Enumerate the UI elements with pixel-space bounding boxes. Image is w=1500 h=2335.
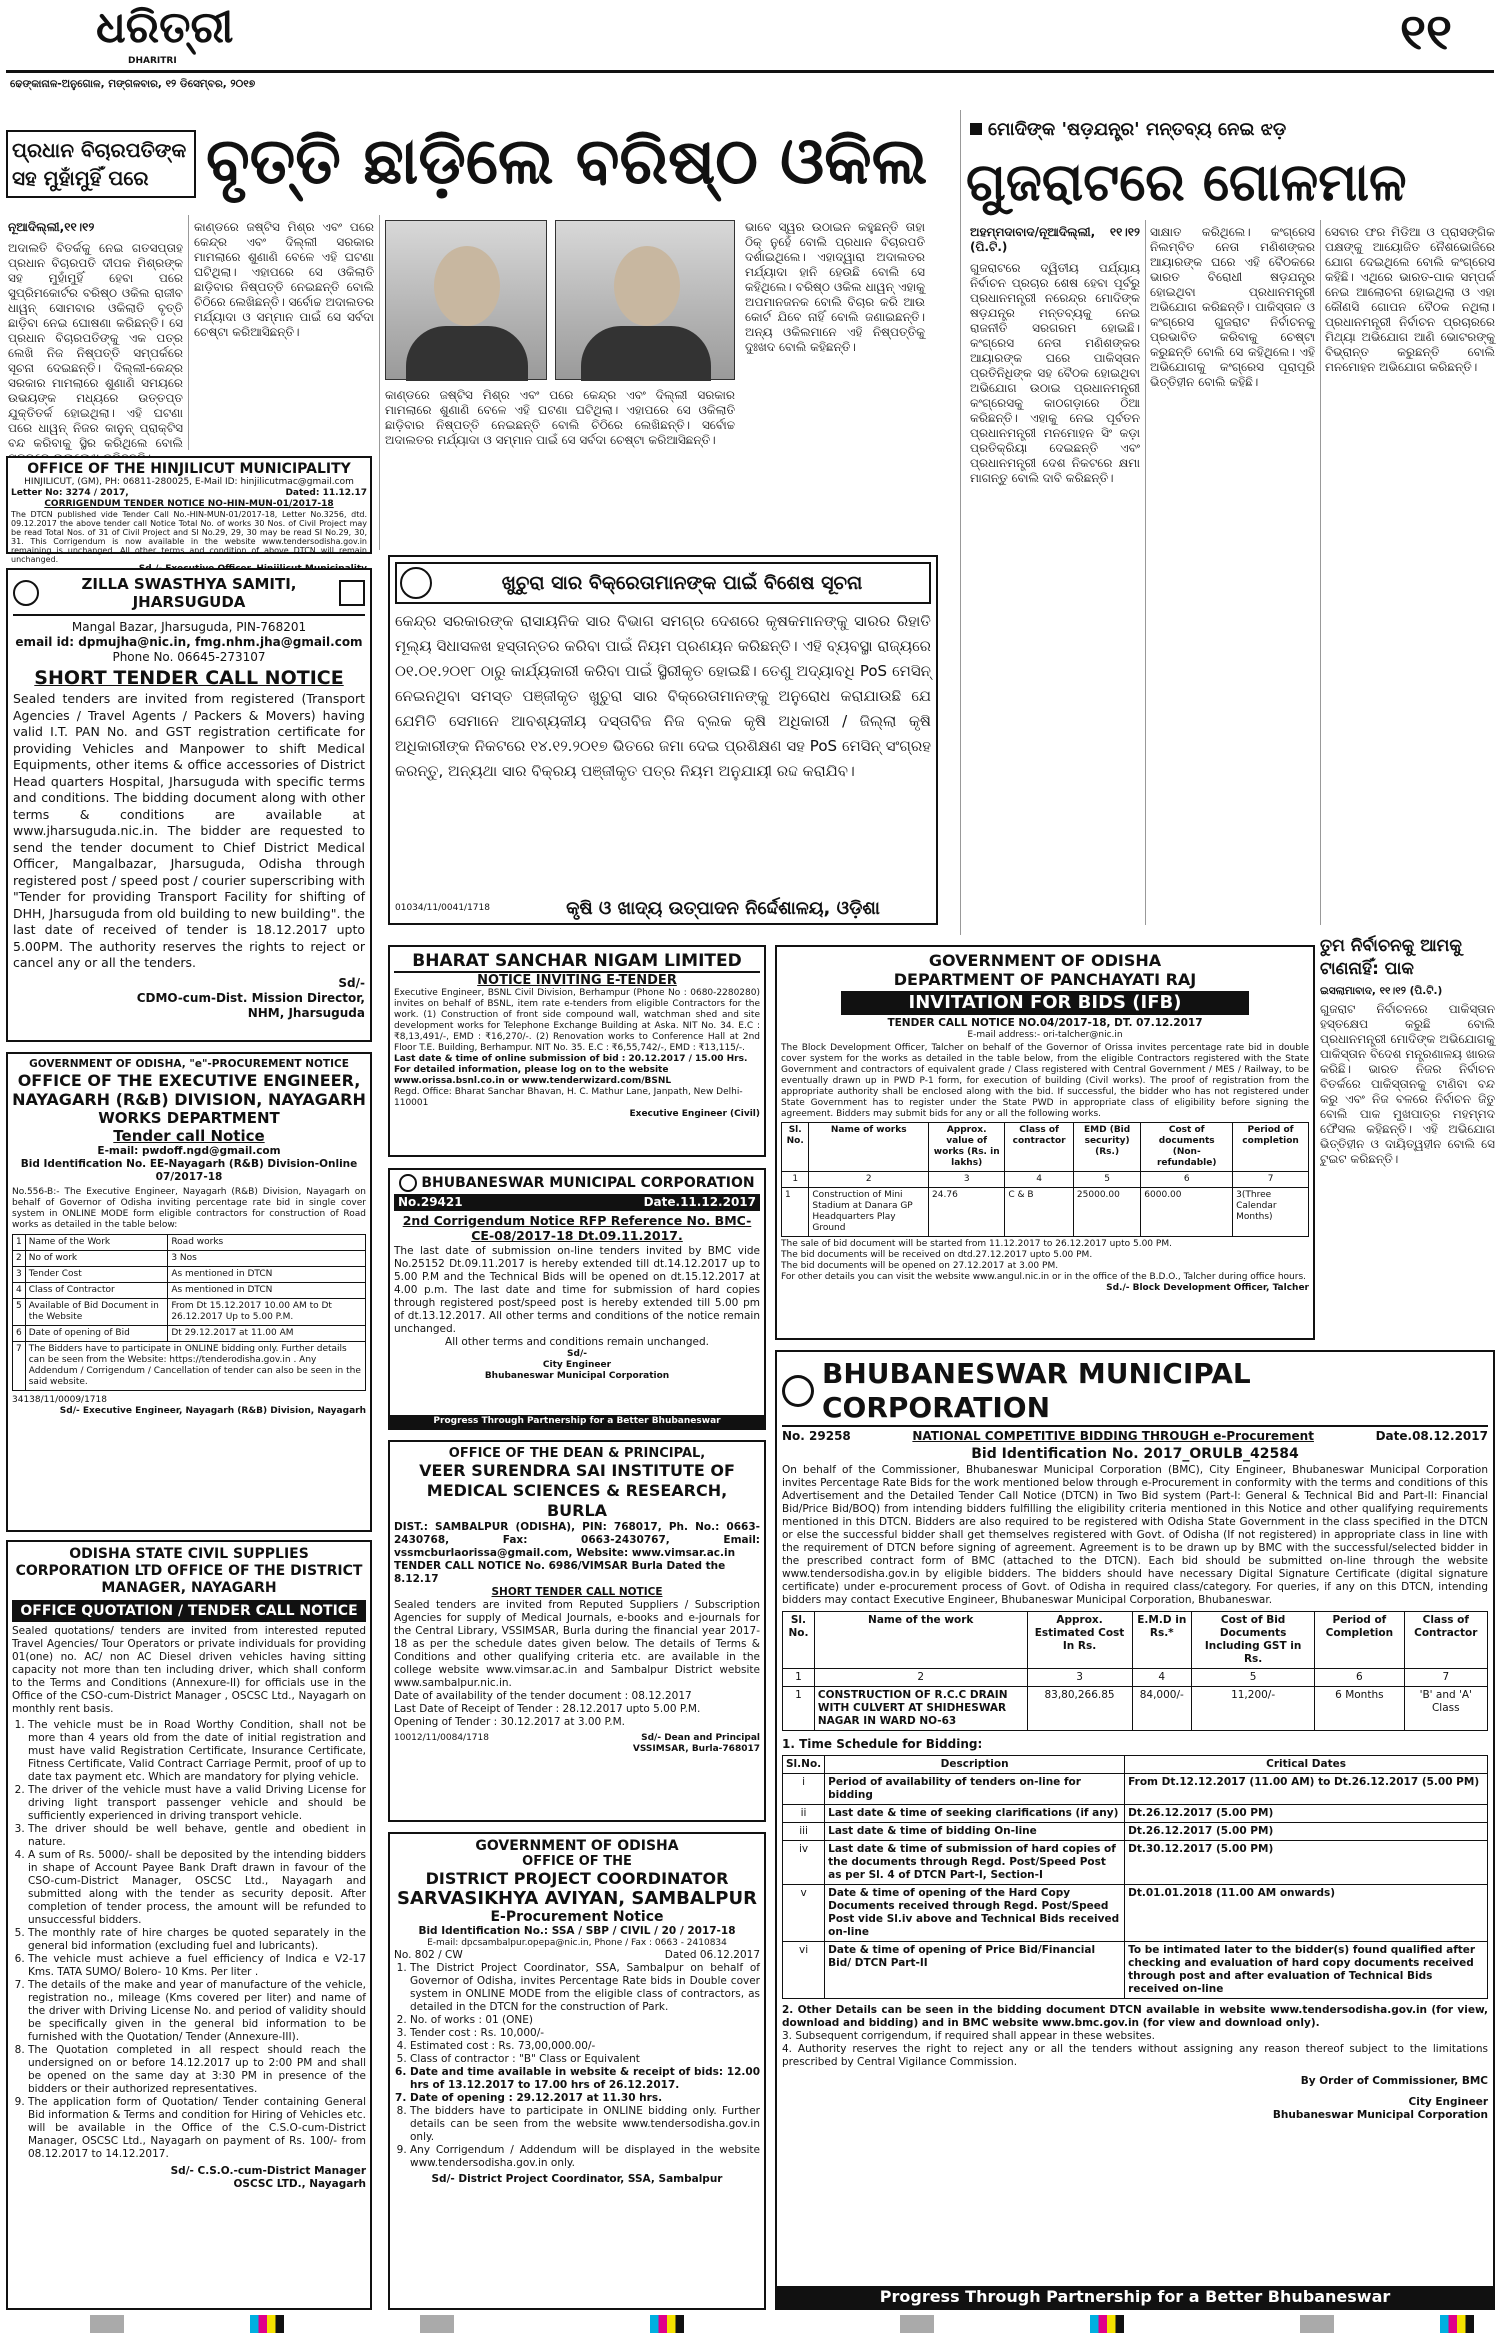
table-cell: Date & time of opening of the Hard Copy Documents received through Regd. Post/Speed Post vide Sl.iv above and Technical Bids received on-line: [825, 1885, 1125, 1942]
nayagarh-rb-notice: GOVERNMENT OF ODISHA, "e"-PROCUREMENT NOTICE OFFICE OF THE EXECUTIVE ENGINEER, NAYAGARH (R&B) DIVISION, NAYAGARH WORKS DEPARTMENT Tender call Notice E-mail: pwdoff.ngd@gmail.com Bid Identification No. EE-Nayagarh (R&B) Division-Online 07/2017-18 No.556-B:- The Executive Engineer, Nayagarh (R&B) Division, Nayagarh on behalf of Governor of Odisha inviting percentage rate bid in single cover system in ONLINE MODE form eligible contractors for construction of Road works as detailed in the table below: 1 Name of the Work Road works 2 No of work 3 Nos 3 Tender Cost As mentioned in DTCN 4 Class of Contractor As mentioned in DTCN 5 Available of Bid Document in the Website From Dt 15.12.2017 10.00 AM to Dt 26.12.2017 Up to 5.00 P.M. 6 Date of opening of Bid Dt 29.12.2017 at 11.00 AM 7 The Bidders have to participate in ONLINE bidding only. Further details can be seen from the Website: https://tenderodisha.gov.in . Any Addendum / Corrigendum / Cancellation of tender can also be seen in the said website. 34138/11/0009/1718 Sd/- Executive Engineer, Nayagarh (R&B) Division, Nayagarh: [6, 1052, 372, 1532]
table-row: [13, 1235, 366, 1251]
table-cell: Road works: [168, 1235, 366, 1251]
nhm-logo-icon: [339, 580, 365, 606]
table-cell: vi: [783, 1942, 825, 1999]
bmc-logo-icon: [399, 1174, 417, 1192]
registration-mark: [1440, 2315, 1474, 2333]
lead-headline: ବୃତ୍ତି ଛାଡ଼ିଲେ ବରିଷ୍ଠ ଓକିଲ: [206, 125, 928, 199]
table-cell: 1: [782, 1188, 809, 1237]
table-cell: 1: [783, 1669, 815, 1687]
table-cell: Dt.26.12.2017 (5.00 PM): [1125, 1805, 1488, 1823]
table-cell: Name of the Work: [25, 1235, 168, 1251]
bmc-ncb-notice: BHUBANESWAR MUNICIPAL CORPORATION No. 29258 NATIONAL COMPETITIVE BIDDING THROUGH e-Procurement Date.08.12.2017 Bid Identification No. 2017_ORULB_42584 On behalf of the Commissioner, Bhubaneswar Municipal Corporation (BMC), City Engineer, Bhubaneswar Municipal Corporation invites Percentage Rate Bids for the work mentioned below through e-Procurement in conformity with the terms and conditions of this Advertisement and the Detailed Tender Call Notice (DTCN) in Two Bid system (Part-I: General & Technical Bid and Part-II: Financial Bid/Price Bid/BOQ) from intending bidders fulfilling the eligibility criteria mentioned in this Notice and other qualifying requirements mentioned in this DTCN. Bidders are also required to be registered with Odisha State Government in the class specified in the DTCN or else the successful bidder shall get themselves registered with Govt. of Odisha (If not registered) in appropriate class in line with the requirement of DTCN before signing of agreement. Agreement is to be drawn up by BMC with the successful/selected bidder in the prescribed contract form of BMC (attached to the DTCN). Each bid should be submitted on-line through the website www.tendersodisha.gov.in by eligible bidders. The bidders should have necessary Digital Signature Certificate (digital signature certificate) under e-procurement process of Govt. of Odisha in required class/category. For queries, if any on this DTCN, intending bidders may contact Executive Engineer, Bhubaneswar Municipal Corporation, Bhubaneswar. Sl. No. Name of the work Approx. Estimated Cost In Rs. E.M.D in Rs.* Cost of Bid Documents Including GST in Rs. Period of Completion Class of Contractor 1 2 3 4 5 6 7 1 CONSTRUCTION OF R.C.C DRAIN WITH CULVERT AT SHIDHESWAR NAGAR IN WARD NO-63 83,80,266.85 84,000/- 11,200/- 6 Months 'B' and 'A' Class 1. Time Schedule for Bidding: Sl.No. Description Critical Dates i Period of availability of tenders on-line for bidding From Dt.12.12.2017 (11.00 AM) to Dt.26.12.2017 (5.00 PM) ii Last date & time of seeking clarifications (if any) Dt.26.12.2017 (5.00 PM) iii Last date & time of bidding On-line Dt.26.12.2017 (5.00 PM) iv Last date & time of submission of hard copies of the documents through Regd. Post/Speed Post as per Sl. 4 of DTCN Part-I, Section-I Dt.30.12.2017 (5.00 PM) v Date & time of opening of the Hard Copy Documents received through Regd. Post/Speed Post vide Sl.iv above and Technical Bids received on-line Dt.01.01.2018 (11.00 AM onwards) vi Date & time of opening of Price Bid/Financial Bid/ DTCN Part-II To be intimated later to the bidder(s) found qualified after checking and evaluation of hard copy documents received through post and after evaluation of Technical Bids received on-line 2. Other Details can be seen in the bidding document DTCN available in website www.tendersodisha.gov.in (for view, download and bidding) and in BMC website www.bmc.gov.in (for view and download only). 3. Subsequent corrigendum, if required shall appear in these websites. 4. Authority reserves the right to reject any or all the tenders without assigning any reason thereof subject to the limitations prescribed by Central Vigilance Commission. By Order of Commissioner, BMC City Engineer Bhubaneswar Municipal Corporation Progress Through Partnership for a Better Bhubaneswar: [775, 1350, 1495, 2310]
table-header: Period of Completion: [1315, 1612, 1404, 1669]
table-cell: From Dt.12.12.2017 (11.00 AM) to Dt.26.12.2017 (5.00 PM): [1125, 1774, 1488, 1805]
table-header: Approx. Estimated Cost In Rs.: [1027, 1612, 1132, 1669]
table-cell: Last date & time of bidding On-line: [825, 1823, 1125, 1841]
table-row: [13, 1299, 366, 1326]
table-cell: 6: [13, 1326, 26, 1342]
registration-mark: [1300, 2315, 1334, 2333]
table-cell: 1: [13, 1235, 26, 1251]
list-item: 9. The application form of Quotation/ Tender containing General Bid information & Terms and condition for Hiring of Vehicles etc. will be available in the Office of the C.S.O-cum-District Manager, OSCSC Ltd., Nayagarh on payment of Rs. 100/- from 08.12.2017 to 14.12.2017.: [28, 2096, 366, 2161]
page-number: ୧୧: [1400, 3, 1453, 61]
registration-strip: [0, 2313, 1500, 2335]
table-header: Cost of documents (Non-refundable): [1141, 1123, 1233, 1172]
table-cell: As mentioned in DTCN: [168, 1267, 366, 1283]
table-cell: Date of opening of Bid: [25, 1326, 168, 1342]
column-rule: [1145, 220, 1146, 925]
ssa-list: 1. The District Project Coordinator, SSA, Sambalpur on behalf of Governor of Odisha, invites Percentage Rate bids in Double cover system in ONLINE MODE from the eligible class of contractors, as detailed in the DTCN for the construction of Park. 2. No. of works : 01 (ONE) 3. Tender cost : Rs. 10,000/- 4. Estimated cost : Rs. 73,00,000.00/- 5. Class of contractor : "B" Class or Equivalent 6. Date and time available in website & receipt of bids: 12.00 hrs of 13.12.2017 to 17.00 hrs of 26.12.2017. 7. Date of opening : 29.12.2017 at 11.30 hrs. 8. The bidders have to participate in ONLINE bidding only. Further details can be seen from the website www.tendersodisha.gov.in only. 9. Any Corrigendum / Addendum will be displayed in the website www.tendersodisha.gov.in only.: [394, 1962, 760, 2170]
table-cell: 5: [13, 1299, 26, 1326]
table-cell: Class of Contractor: [25, 1283, 168, 1299]
side-col-1: ଅହମ୍ମଦାବାଦ/ନୂଆଦିଲ୍ଲୀ, ୧୧।୧୨ (ପି.ଟି.) ଗୁଜରାଟରେ ଦ୍ୱିତୀୟ ପର୍ଯ୍ୟାୟ ନିର୍ବାଚନ ପ୍ରଚାର ଶେଷ ହେବା ପୂର୍ବରୁ ପ୍ରଧାନମନ୍ତ୍ରୀ ନରେନ୍ଦ୍ର ମୋଦିଙ୍କ ଷଡ଼ଯନ୍ତ୍ର ମନ୍ତବ୍ୟକୁ ନେଇ ରାଜନୀତି ସରଗରମ ହୋଇଛି। କଂଗ୍ରେସ ନେତା ମଣିଶଙ୍କର ଆୟାରଙ୍କ ଘରେ ପାକିସ୍ତାନ ପ୍ରତିନିଧିଙ୍କ ସହ ବୈଠକ ହୋଇଥିବା ଅଭିଯୋଗ ଉଠାଇ ପ୍ରଧାନମନ୍ତ୍ରୀ କଂଗ୍ରେସକୁ କାଠଗଡ଼ାରେ ଠିଆ କରିଛନ୍ତି। ଏହାକୁ ନେଇ ପୂର୍ବତନ ପ୍ରଧାନମନ୍ତ୍ରୀ ମନମୋହନ ସିଂ କଡ଼ା ପ୍ରତିକ୍ରିୟା ଦେଇଛନ୍ତି ଏବଂ ପ୍ରଧାନମନ୍ତ୍ରୀ ଦେଶ ନିକଟରେ କ୍ଷମା ମାଗନ୍ତୁ ବୋଲି ଦାବି କରିଛନ୍ତି।: [970, 225, 1140, 485]
table-cell: 2: [814, 1669, 1027, 1687]
table-header: Sl. No.: [782, 1123, 809, 1172]
list-item: 1. The vehicle must be in Road Worthy Condition, shall not be more than 4 years old from the date of initial registration and must have valid Registration Certificate, Insurance Certificate, Fitness Certificate, Valid Contract Carriage Permit, proof of up to date tax payment etc. Which are mandatory for plying vehicle.: [28, 1719, 366, 1784]
table-row: [783, 1841, 1488, 1885]
kicker-square-icon: [970, 123, 982, 135]
table-cell: From Dt 15.12.2017 10.00 AM to Dt 26.12.2017 Up to 5.00 P.M.: [168, 1299, 366, 1326]
table-cell: 2: [13, 1251, 26, 1267]
table-cell: 1: [782, 1172, 809, 1188]
bmc-work-table: [782, 1611, 1488, 1731]
table-cell: iv: [783, 1841, 825, 1885]
table-row: [783, 1823, 1488, 1841]
registration-mark: [650, 2315, 684, 2333]
table-row: [13, 1326, 366, 1342]
table-cell: ii: [783, 1805, 825, 1823]
list-item: 5. The monthly rate of hire charges be quoted separately in the general bid information (excluding fuel and lubricants).: [28, 1927, 366, 1953]
table-row: [783, 1774, 1488, 1805]
table-row: [13, 1342, 366, 1391]
table-cell: 3: [1027, 1669, 1132, 1687]
table-cell: Period of availability of tenders on-line for bidding: [825, 1774, 1125, 1805]
bsnl-notice: BHARAT SANCHAR NIGAM LIMITED NOTICE INVITING E-TENDER Executive Engineer, BSNL Civil Division, Berhampur (Phone No : 0680-2280280) invites on behalf of BSNL, item rate e-tenders from eligible Contractors for the work. (1) Construction of front side compound wall, watchman shed and site development works for Telephone Exchange Building at Aska. NIT No. 34. E.C : ₹8,13,491/-, EMD : ₹16,270/-. (2) Renovation works to Conference Hall at 2nd Floor T.E. Building, Berhampur. NIT No. 35. E.C : ₹6,55,742/-, EMD : ₹13,115/-. Last date & time of online submission of bid : 20.12.2017 / 15.00 Hrs. For detailed information, please log on to the website www.orissa.bsnl.co.in or www.tenderwizard.com/BSNL Regd. Office: Bharat Sanchar Bhavan, H. C. Mathur Lane, Janpath, New Delhi-110001 Executive Engineer (Civil): [388, 945, 766, 1157]
table-cell: iii: [783, 1823, 825, 1841]
dateline: ଢେଙ୍କାନାଳ-ଅନୁଗୋଳ, ମଙ୍ଗଳବାର, ୧୨ ଡିସେମ୍ବର, ୨୦୧୭: [10, 78, 256, 90]
table-header: E.M.D in Rs.*: [1132, 1612, 1192, 1669]
table-header: Class of Contractor: [1404, 1612, 1487, 1669]
list-item: 3. The driver should be well behave, gentle and obedient in nature.: [28, 1823, 366, 1849]
side-headline: ଗୁଜରାଟରେ ଗୋଳମାଳ: [966, 153, 1407, 213]
registration-mark: [1090, 2315, 1124, 2333]
table-cell: As mentioned in DTCN: [168, 1283, 366, 1299]
lead-col-2: କାଣ୍ଡରେ ଜଷ୍ଟିସ ମିଶ୍ର ଏବଂ ପରେ କେନ୍ଦ୍ର ଏବଂ ଦିଲ୍ଲୀ ସରକାର ମାମଲାରେ ଶୁଣାଣି ବେଳେ ଏହି ଘଟଣା ଘଟିଥିଲା। ଏହାପରେ ସେ ଓକିଲାତି ଛାଡ଼ିବାର ନିଷ୍ପତ୍ତି ନେଇଛନ୍ତି ବୋଲି ଚିଠିରେ ଲେଖିଛନ୍ତି। ସର୍ବୋଚ୍ଚ ଅଦାଲତର ମର୍ଯ୍ୟାଦା ଓ ସମ୍ମାନ ପାଇଁ ସେ ସର୍ବଦା ଚେଷ୍ଟା କରିଆସିଛନ୍ତି।: [194, 220, 374, 339]
table-header: EMD (Bid security) (Rs.): [1073, 1123, 1140, 1172]
table-cell: 4: [1005, 1172, 1074, 1188]
photo-lawyer: [385, 220, 547, 380]
civil-supplies-notice: ODISHA STATE CIVIL SUPPLIES CORPORATION LTD OFFICE OF THE DISTRICT MANAGER, NAYAGARH OFFICE QUOTATION / TENDER CALL NOTICE Sealed quotations/ tenders are invited from interested reputed Travel Agencies/ Tour Operators or private individuals for providing 01(one) no. AC/ non AC Diesel driven vehicles having sitting capacity not more than ten including driver, which shall conform to the Terms and Conditions (Annexure-II) for officials use in the Office of the CSO-cum-District Manager , OSCSC Ltd., Nayagarh on monthly rent basis. 1. The vehicle must be in Road Worthy Condition, shall not be more than 4 years old from the date of initial registration and must have valid Registration Certificate, Insurance Certificate, Fitness Certificate, Valid Contract Carriage Permit, proof of up to date tax payment etc. Which are mandatory for plying vehicle. 2. The driver of the vehicle must have a valid Driving License for driving light transport passenger vehicle and should be sufficiently experienced in driving transport vehicle. 3. The driver should be well behave, gentle and obedient in nature. 4. A sum of Rs. 5000/- shall be deposited by the intending bidders in shape of Account Payee Bank Draft drawn in favour of the CSO-cum-District Manager, OSCSC Ltd., Nayagarh and submitted along with the tender as security deposit. After completion of tender process, the amount will be refunded to unsuccessful bidders. 5. The monthly rate of hire charges be quoted separately in the general bid information (excluding fuel and lubricants). 6. The vehicle must achieve a fuel efficiency of Indica e V2-17 Kms. TATA SUMO/ Bolero- 10 Kms. Per liter . 7. The details of the make and year of manufacture of the vehicle, registration no., mileage (Kms covered per liter) and name of the driver with Driving License No. and period of validity should be specifically given in the general bid information to be furnished with the Quotation/ Tender (Annexure-III). 8. The Quotation completed in all respect should reach the undersigned on or before 14.12.2017 up to 2:00 PM and shall be opened on the same day at 3:30 PM in presence of the bidders or their authorized representatives. 9. The application form of Quotation/ Tender containing General Bid information & Terms and condition for Hiring of Vehicles etc. will be available in the Office of the C.S.O-cum-District Manager, OSCSC Ltd., Nayagarh on payment of Rs. 100/- from 08.12.2017 to 14.12.2017. Sd/- C.S.O.-cum-District Manager OSCSC LTD., Nayagarh: [6, 1540, 372, 2310]
table-row: [13, 1267, 366, 1283]
side-col-2: ସାକ୍ଷାତ କରିଥିଲେ। କଂଗ୍ରେସ ନିଲମ୍ବିତ ନେତା ମଣିଶଙ୍କର ଆୟାରଙ୍କ ଘରେ ଏହି ବୈଠକରେ ଭାରତ ବିରୋଧୀ ଷଡ଼ଯନ୍ତ୍ର ହୋଇଥିବା ପ୍ରଧାନମନ୍ତ୍ରୀ ଅଭିଯୋଗ କରିଛନ୍ତି। ପାକିସ୍ତାନ ଓ କଂଗ୍ରେସ ଗୁଜରାଟ ନିର୍ବାଚନକୁ ପ୍ରଭାବିତ କରିବାକୁ ଚେଷ୍ଟା କରୁଛନ୍ତି ବୋଲି ସେ କହିଥିଲେ। ଏହି ଅଭିଯୋଗକୁ କଂଗ୍ରେସ ପୂରାପୂରି ଭିତ୍ତିହୀନ ବୋଲି କହିଛି।: [1150, 225, 1315, 389]
nayagarh-rb-table: [12, 1234, 366, 1391]
lead-kicker: ପ୍ରଧାନ ବିଚାରପତିଙ୍କ ସହ ମୁହାଁମୁହିଁ ପରେ: [6, 130, 196, 198]
registration-mark: [420, 2315, 454, 2333]
table-header: Name of the work: [814, 1612, 1027, 1669]
masthead: [0, 0, 1500, 100]
table-cell: 3: [13, 1267, 26, 1283]
table-cell: Tender Cost: [25, 1267, 168, 1283]
table-cell: 25000.00: [1073, 1188, 1140, 1237]
table-cell: 7: [1233, 1172, 1309, 1188]
table-cell: 6 Months: [1315, 1687, 1404, 1731]
column-rule: [188, 215, 189, 450]
panchayati-notice: GOVERNMENT OF ODISHA DEPARTMENT OF PANCHAYATI RAJ INVITATION FOR BIDS (IFB) TENDER CALL NOTICE NO.04/2017-18, DT. 07.12.2017 E-mail address:- ori-talcher@nic.in The Block Development Officer, Talcher on behalf of the Governor of Orissa invites percentage rate bid in double cover system for the works as detailed in the table below, from the eligible Contractors registered with the State Government and contractors of equivalent grade / Class registered with Central Government / MES / Railway, to be eventually drawn up in PWD P-1 form, for execution of building (Civil works). The proof of registration from the appropriate authority shall be enclosed along with the bid. If successful, the bidder who has not registered under State Government has to register under the State PWD in appropriate class of eligibility before signing the agreement. Bidders may submit bids for any or all the following works. Sl. No. Name of works Approx. value of works (Rs. in lakhs) Class of contractor EMD (Bid security) (Rs.) Cost of documents (Non-refundable) Period of completion 1 2 3 4 5 6 7 1 Construction of Mini Stadium at Danara GP Headquarters Play Ground 24.76 C & B 25000.00 6000.00 3(Three Calendar Months) The sale of bid document will be started from 11.12.2017 to 26.12.2017 upto 5.00 PM. The bid documents will be received on dtd.27.12.2017 upto 5.00 PM. The bid documents will be opened on 27.12.2017 at 3.00 PM. For other details you can visit the website www.angul.nic.in or in the office of the B.D.O., Talcher during office hours. Sd./- Block Development Officer, Talcher: [775, 945, 1315, 1340]
pak-story: ତୁମ ନିର୍ବାଚନକୁ ଆମକୁ ଟାଣନାହିଁ: ପାକ ଇସଲାମାବାଦ, ୧୧।୧୨ (ପି.ଟି.) ଗୁଜରାଟ ନିର୍ବାଚନରେ ପାକିସ୍ତାନ ହସ୍ତକ୍ଷେପ କରୁଛି ବୋଲି ପ୍ରଧାନମନ୍ତ୍ରୀ ମୋଦିଙ୍କ ଅଭିଯୋଗକୁ ପାକିସ୍ତାନ ବିଦେଶ ମନ୍ତ୍ରଣାଳୟ ଖାରଜ କରିଛି। ଭାରତ ନିଜର ନିର୍ବାଚନ ବିତର୍କରେ ପାକିସ୍ତାନକୁ ଟାଣିବା ବନ୍ଦ କରୁ ଏବଂ ନିଜ ବଳରେ ନିର୍ବାଚନ ଜିତୁ ବୋଲି ପାକ ମୁଖପାତ୍ର ମହମ୍ମଦ ଫୈସଲ କହିଛନ୍ତି। ଏହି ଅଭିଯୋଗ ଭିତ୍ତିହୀନ ଓ ଦାୟିତ୍ୱହୀନ ବୋଲି ସେ ଟୁଇଟ କରିଛନ୍ତି।: [1320, 936, 1495, 1166]
table-cell: 2: [809, 1172, 929, 1188]
panchayati-table: [781, 1122, 1309, 1237]
table-cell: 24.76: [929, 1188, 1005, 1237]
table-cell: 6000.00: [1141, 1188, 1233, 1237]
bmc-schedule-table: [782, 1755, 1488, 1999]
table-row: [783, 1885, 1488, 1942]
lead-col-3: କାଣ୍ଡରେ ଜଷ୍ଟିସ ମିଶ୍ର ଏବଂ ପରେ କେନ୍ଦ୍ର ଏବଂ ଦିଲ୍ଲୀ ସରକାର ମାମଲାରେ ଶୁଣାଣି ବେଳେ ଏହି ଘଟଣା ଘଟିଥିଲା। ଏହାପରେ ସେ ଓକିଲାତି ଛାଡ଼ିବାର ନିଷ୍ପତ୍ତି ନେଇଛନ୍ତି ବୋଲି ଚିଠିରେ ଲେଖିଛନ୍ତି। ସର୍ବୋଚ୍ଚ ଅଦାଲତର ମର୍ଯ୍ୟାଦା ଓ ସମ୍ମାନ ପାଇଁ ସେ ସର୍ବଦା ଚେଷ୍ଟା କରିଆସିଛନ୍ତି।: [385, 388, 735, 447]
table-cell: 'B' and 'A' Class: [1404, 1687, 1487, 1731]
table-cell: 5: [1192, 1669, 1315, 1687]
table-cell: Dt.01.01.2018 (11.00 AM onwards): [1125, 1885, 1488, 1942]
table-cell: 1: [783, 1687, 815, 1731]
masthead-rule: [6, 70, 1494, 73]
table-cell: 6: [1141, 1172, 1233, 1188]
table-header: Description: [825, 1756, 1125, 1774]
side-kicker: ମୋଦିଙ୍କ 'ଷଡ଼ଯନ୍ତ୍ର' ମନ୍ତବ୍ୟ ନେଇ ଝଡ଼: [970, 118, 1490, 142]
registration-mark: [250, 2315, 284, 2333]
table-cell: C & B: [1005, 1188, 1074, 1237]
table-row: [13, 1251, 366, 1267]
list-item: 2. The driver of the vehicle must have a valid Driving License for driving light transport passenger vehicle and should be sufficiently experienced in driving transport vehicle.: [28, 1784, 366, 1823]
bmc-corrigendum: BHUBANESWAR MUNICIPAL CORPORATION No.29421 Date.11.12.2017 2nd Corrigendum Notice RFP Reference No. BMC-CE-08/2017-18 Dt.09.11.2017. The last date of submission on-line tenders invited by BMC vide No.25152 Dt.09.11.2017 is hereby extended till dt.14.12.2017 up to 5.00 P.M and the Technical Bids will be opened on dt.15.12.2017 at 4.00 p.m. The last date and time for submission of hard copies through registered post/speed post is hereby extended till 5.00 pm of dt.13.12.2017. All other terms and conditions of the notice remain unchanged. All other terms and conditions remain unchanged. Sd/- City Engineer Bhubaneswar Municipal Corporation Progress Through Partnership for a Better Bhubaneswar: [388, 1168, 766, 1430]
jharsuguda-notice: ZILLA SWASTHYA SAMITI, JHARSUGUDA Mangal Bazar, Jharsuguda, PIN-768201 email id: dpmujha@nic.in, fmg.nhm.jha@gmail.com Phone No. 06645-273107 SHORT TENDER CALL NOTICE Sealed tenders are invited from registered (Transport Agencies / Travel Agents / Packers & Movers) having valid I.T. PAN No. and GST registration certificate for providing Vehicles and Manpower to shift Medical Equipments, other items & office accessories of District Head quarters Hospital, Jharsuguda with specific terms and conditions. The bidding document along with other terms & conditions are available at www.jharsuguda.nic.in. The bidder are requested to send the tender document to Chief District Medical Officer, Mangalbazar, Jharsuguda, Odisha through registered post / speed post / courier superscribing with "Tender for providing Transport Facility for shifting of DHH, Jharsuguda from old building to new building". the last date of received of tender is 18.12.2017 upto 5.00PM. The authority reserves the rights to reject or cancel any or all the tenders. Sd/- CDMO-cum-Dist. Mission Director, NHM, Jharsuguda: [6, 568, 372, 1042]
table-row: [13, 1283, 366, 1299]
lead-col-1: ନୂଆଦିଲ୍ଲୀ,୧୧।୧୨ ଅଦାଲତି ବିତର୍କକୁ ନେଇ ଗତସପ୍ତାହ ପ୍ରଧାନ ବିଚାରପତି ଦୀପକ ମିଶ୍ରଙ୍କ ସହ ମୁହାଁମୁହିଁ ହେବା ପରେ ସୁପ୍ରିମକୋର୍ଟର ବରିଷ୍ଠ ଓକିଲ ରାଜୀବ ଧାୱନ୍ ସୋମବାର ଓକିଲାତି ବୃତ୍ତି ଛାଡ଼ିବା ନେଇ ଘୋଷଣା କରିଛନ୍ତି। ସେ ପ୍ରଧାନ ବିଚାରପତିଙ୍କୁ ଏକ ପତ୍ର ଲେଖି ନିଜ ନିଷ୍ପତ୍ତି ସମ୍ପର୍କରେ ସୂଚନା ଦେଇଛନ୍ତି। ଦିଲ୍ଲୀ-କେନ୍ଦ୍ର ସରକାର ମାମଲାରେ ଶୁଣାଣି ସମୟରେ ଉଭୟଙ୍କ ମଧ୍ୟରେ ଉତ୍ତପ୍ତ ଯୁକ୍ତିତର୍କ ହୋଇଥିଲା। ଏହି ଘଟଣା ପରେ ଧାୱନ୍ ନିଜର କାନୁନ୍ ପ୍ରାକ୍ଟିସ ବନ୍ଦ କରିବାକୁ ସ୍ଥିର କରିଥିଲେ ବୋଲି: [8, 220, 183, 450]
table-cell: v: [783, 1885, 825, 1942]
table-cell: Dt.26.12.2017 (5.00 PM): [1125, 1823, 1488, 1841]
emblem-icon: [13, 580, 39, 606]
photo-chief-justice: [555, 220, 735, 380]
vimsar-notice: OFFICE OF THE DEAN & PRINCIPAL, VEER SURENDRA SAI INSTITUTE OF MEDICAL SCIENCES & RESEARCH, BURLA DIST.: SAMBALPUR (ODISHA), PIN: 768017, Ph. No.: 0663-2430768, Fax: 0663-2430767, Email: vssmcburlaorissa@gmail.com, Website: www.vimsar.ac.in TENDER CALL NOTICE No. 6986/VIMSAR Burla Dated the 8.12.17 SHORT TENDER CALL NOTICE Sealed tenders are invited from Reputed Suppliers / Subscription Agencies for supply of Medical Journals, e-books and e-journals for the Central Library, VSSIMSAR, Burla during the financial year 2017-18 as per the schedule dates given below. The details of Terms & Conditions and other qualifying criteria etc. are available in the college website www.vimsar.ac.in and Sambalpur District website www.sambalpur.nic.in. Date of availability of the tender document : 08.12.2017 Last Date of Receipt of Tender : 28.12.2017 upto 5.00 P.M. Opening of Tender : 30.12.2017 at 3.00 P.M. 10012/11/0084/1718 Sd/- Dean and Principal VSSIMSAR, Burla-768017: [388, 1440, 766, 1822]
table-cell: i: [783, 1774, 825, 1805]
list-item: 4. A sum of Rs. 5000/- shall be deposited by the intending bidders in shape of Account Payee Bank Draft drawn in favour of the CSO-cum-District Manager, OSCSC Ltd., Nayagarh and submitted along with the tender as security deposit. After completion of tender process, the amount will be refunded to unsuccessful bidders.: [28, 1849, 366, 1927]
masthead-logo: ଧରିତ୍ରୀ: [96, 2, 234, 53]
table-header: Name of works: [809, 1123, 929, 1172]
table-cell: Last date & time of submission of hard copies of the documents through Regd. Post/Speed Post as per Sl. 4 of DTCN Part-I, Section-I: [825, 1841, 1125, 1885]
bmc-logo-icon: [782, 1375, 814, 1407]
table-header: Class of contractor: [1005, 1123, 1074, 1172]
registration-mark: [90, 2315, 124, 2333]
table-cell: Dt.30.12.2017 (5.00 PM): [1125, 1841, 1488, 1885]
table-cell: To be intimated later to the bidder(s) found qualified after checking and evaluation of hard copy documents received through post and after evaluation of Technical Bids received on-line: [1125, 1942, 1488, 1999]
table-header: Sl. No.: [783, 1612, 815, 1669]
table-cell: 4: [13, 1283, 26, 1299]
table-cell: 7: [13, 1342, 26, 1391]
ssa-notice: GOVERNMENT OF ODISHA OFFICE OF THE DISTRICT PROJECT COORDINATOR SARVASIKHYA AVIYAN, SAMBALPUR E-Procurement Notice Bid Identification No.: SSA / SBP / CIVIL / 20 / 2017-18 E-mail: dpcsambalpur.opepa@nic.in, Phone / Fax : 0663 - 2410834 No. 802 / CW Dated 06.12.2017 1. The District Project Coordinator, SSA, Sambalpur on behalf of Governor of Odisha, invites Percentage Rate bids in Double cover system in ONLINE MODE from the eligible class of contractors, as detailed in the DTCN for the construction of Park. 2. No. of works : 01 (ONE) 3. Tender cost : Rs. 10,000/- 4. Estimated cost : Rs. 73,00,000.00/- 5. Class of contractor : "B" Class or Equivalent 6. Date and time available in website & receipt of bids: 12.00 hrs of 13.12.2017 to 17.00 hrs of 26.12.2017. 7. Date of opening : 29.12.2017 at 11.30 hrs. 8. The bidders have to participate in ONLINE bidding only. Further details can be seen from the website www.tendersodisha.gov.in only. 9. Any Corrigendum / Addendum will be displayed in the website www.tendersodisha.gov.in only. Sd/- District Project Coordinator, SSA, Sambalpur: [388, 1832, 766, 2310]
column-rule: [1320, 220, 1321, 925]
table-header: Critical Dates: [1125, 1756, 1488, 1774]
masthead-logo-sub: DHARITRI: [128, 56, 177, 66]
table-cell: Construction of Mini Stadium at Danara GP Headquarters Play Ground: [809, 1188, 929, 1237]
lead-col-4: ଭାବେ ସ୍ୱର ଉଠାଇନ କହୁଛନ୍ତି ତାହା ଠିକ୍ ନୁହେଁ ବୋଲି ପ୍ରଧାନ ବିଚାରପତି ଦର୍ଶାଇଥିଲେ। ଏହାଦ୍ୱାରା ଅଦାଲତର ମର୍ଯ୍ୟାଦା ହାନି ହେଉଛି ବୋଲି ସେ କହିଥିଲେ। ବରିଷ୍ଠ ଓକିଲ ଧାୱନ୍ ଏହାକୁ ଅପମାନଜନକ ବୋଲି ବିଚାର କରି ଆଉ କୋର୍ଟ ଯିବେ ନାହିଁ ବୋଲି ଜଣାଇଛନ୍ତି। ଅନ୍ୟ ଓକିଲମାନେ ଏହି ନିଷ୍ପତ୍ତିକୁ ଦୁଃଖଦ ବୋଲି କହିଛନ୍ତି।: [745, 220, 925, 354]
list-item: 8. The Quotation completed in all respect should reach the undersigned on or before 14.12.2017 up to 2:00 PM and shall be opened on the same day at 3:30 PM in presence of the bidders or their authorized representatives.: [28, 2044, 366, 2096]
hinjilicut-notice: OFFICE OF THE HINJILICUT MUNICIPALITY HINJILICUT, (GM), PH: 06811-280025, E-Mail ID: hinjilicutmac@gmail.com Letter No: 3274 / 2017, Dated: 11.12.17 CORRIGENDUM TENDER NOTICE NO-HIN-MUN-01/2017-18 The DTCN published vide Tender Call No.-HIN-MUN-01/2017-18, Letter No.3256, dtd. 09.12.2017 the above tender call Notice Total No. of works 30 Nos. of Civil Project may be read Total Nos. of 31 of Civil Project and SI No.29, 29, 30 may be read SI No.29, 30, 31. This Corrigendum is now available in the website www.tendersodisha.gov.in remaining is unchanged. All other terms and condition of above DTCN will remain unchanged.: [6, 456, 372, 554]
registration-mark: [900, 2315, 934, 2333]
table-cell: Last date & time of seeking clarifications (if any): [825, 1805, 1125, 1823]
table-cell: 3: [929, 1172, 1005, 1188]
table-cell: 6: [1315, 1669, 1404, 1687]
list-item: 6. The vehicle must achieve a fuel efficiency of Indica e V2-17 Kms. TATA SUMO/ Bolero- 10 Kms. Per liter .: [28, 1953, 366, 1979]
table-cell: Date & time of opening of Price Bid/Financial Bid/ DTCN Part-II: [825, 1942, 1125, 1999]
table-header: Approx. value of works (Rs. in lakhs): [929, 1123, 1005, 1172]
table-header: Cost of Bid Documents Including GST in Rs.: [1192, 1612, 1315, 1669]
table-row: [783, 1805, 1488, 1823]
table-header: Sl.No.: [783, 1756, 825, 1774]
side-col-3: ସେବାର ଫର ମିଡିଆ ଓ ପ୍ରାସଙ୍ଗିକ ପକ୍ଷଙ୍କୁ ଆୟୋଜିତ ନୈଶଭୋଜିରେ ଯୋଗ ଦେଇଥିଲେ ବୋଲି କଂଗ୍ରେସ କହିଛି। ଏଥିରେ ଭାରତ-ପାକ ସମ୍ପର୍କ ନେଇ ଆଲୋଚନା ହୋଇଥିଲା ଓ ଏହା କୌଣସି ଗୋପନ ବୈଠକ ନଥିଲା। ପ୍ରଧାନମନ୍ତ୍ରୀ ନିର୍ବାଚନ ପ୍ରଚାରରେ ମିଥ୍ୟା ଅଭିଯୋଗ ଆଣି ଭୋଟରଙ୍କୁ ବିଭ୍ରାନ୍ତ କରୁଛନ୍ତି ବୋଲି ମନମୋହନ ଅଭିଯୋଗ କରିଛନ୍ତି।: [1325, 225, 1495, 374]
table-cell: No of work: [25, 1251, 168, 1267]
column-rule: [379, 215, 380, 550]
table-cell: 3 Nos: [168, 1251, 366, 1267]
table-cell: 3(Three Calendar Months): [1233, 1188, 1309, 1237]
table-header: Period of completion: [1233, 1123, 1309, 1172]
column-rule: [960, 110, 961, 935]
table-cell: 4: [1132, 1669, 1192, 1687]
table-cell: CONSTRUCTION OF R.C.C DRAIN WITH CULVERT AT SHIDHESWAR NAGAR IN WARD NO-63: [814, 1687, 1027, 1731]
table-cell: 5: [1073, 1172, 1140, 1188]
fertilizer-notice: ଖୁଚୁରା ସାର ବିକ୍ରେତାମାନଙ୍କ ପାଇଁ ବିଶେଷ ସୂଚନା କେନ୍ଦ୍ର ସରକାରଙ୍କ ରାସାୟନିକ ସାର ବିଭାଗ ସମଗ୍ର ଦେଶରେ କୃଷକମାନଙ୍କୁ ସାରର ରିହାତି ମୂଲ୍ୟ ସିଧାସଳଖ ହସ୍ତାନ୍ତର କରିବା ପାଇଁ ନିୟମ ପ୍ରଣୟନ କରିଛନ୍ତି। ଏହି ବ୍ୟବସ୍ଥା ରାଜ୍ୟରେ ୦୧.୦୧.୨୦୧୮ ଠାରୁ କାର୍ଯ୍ୟକାରୀ କରିବା ପାଇଁ ସ୍ଥିରୀକୃତ ହୋଇଛି। ତେଣୁ ଅଦ୍ୟାବଧି PoS ମେସିନ୍ ନେଇନଥିବା ସମସ୍ତ ପଞ୍ଜୀକୃତ ଖୁଚୁରା ସାର ବିକ୍ରେତାମାନଙ୍କୁ ଅନୁରୋଧ କରାଯାଉଛି ଯେ ଯେମିତି ସେମାନେ ଆବଶ୍ୟକୀୟ ଦସ୍ତାବିଜ ନିଜ ବ୍ଲକ କୃଷି ଅଧିକାରୀ / ଜିଲ୍ଲା କୃଷି ଅଧିକାରୀଙ୍କ ନିକଟରେ ୧୪.୧୨.୨୦୧୭ ଭିତରେ ଜମା ଦେଇ ପ୍ରଶିକ୍ଷଣ ସହ PoS ମେସିନ୍ ସଂଗ୍ରହ କରନ୍ତୁ, ଅନ୍ୟଥା ସାର ବିକ୍ରୟ ପଞ୍ଜୀକୃତ ପତ୍ର ନିୟମ ଅନୁଯାୟୀ ରଦ୍ଦ କରାଯିବ। 01034/11/0041/1718 କୃଷି ଓ ଖାଦ୍ୟ ଉତ୍ପାଦନ ନିର୍ଦ୍ଦେଶାଳୟ, ଓଡ଼ିଶା: [388, 555, 938, 925]
table-cell: Available of Bid Document in the Website: [25, 1299, 168, 1326]
table-row: [783, 1942, 1488, 1999]
table-cell: 83,80,266.85: [1027, 1687, 1132, 1731]
table-cell: 7: [1404, 1669, 1487, 1687]
table-cell: 84,000/-: [1132, 1687, 1192, 1731]
civil-supplies-list: [12, 1719, 366, 2161]
emblem-icon: [400, 567, 432, 599]
table-cell: Dt 29.12.2017 at 11.00 AM: [168, 1326, 366, 1342]
list-item: 7. The details of the make and year of manufacture of the vehicle, registration no., mileage (Kms covered per liter) and name of the driver with Driving License No. and period of validity should be specifically given in the general bid information to be furnished with the Quotation/ Tender (Annexure-III).: [28, 1979, 366, 2044]
table-cell: 11,200/-: [1192, 1687, 1315, 1731]
table-cell: The Bidders have to participate in ONLINE bidding only. Further details can be seen from the Website: https://tenderodisha.gov.in . Any Addendum / Corrigendum / Cancellation of tender can also be seen in the said website.: [25, 1342, 365, 1391]
